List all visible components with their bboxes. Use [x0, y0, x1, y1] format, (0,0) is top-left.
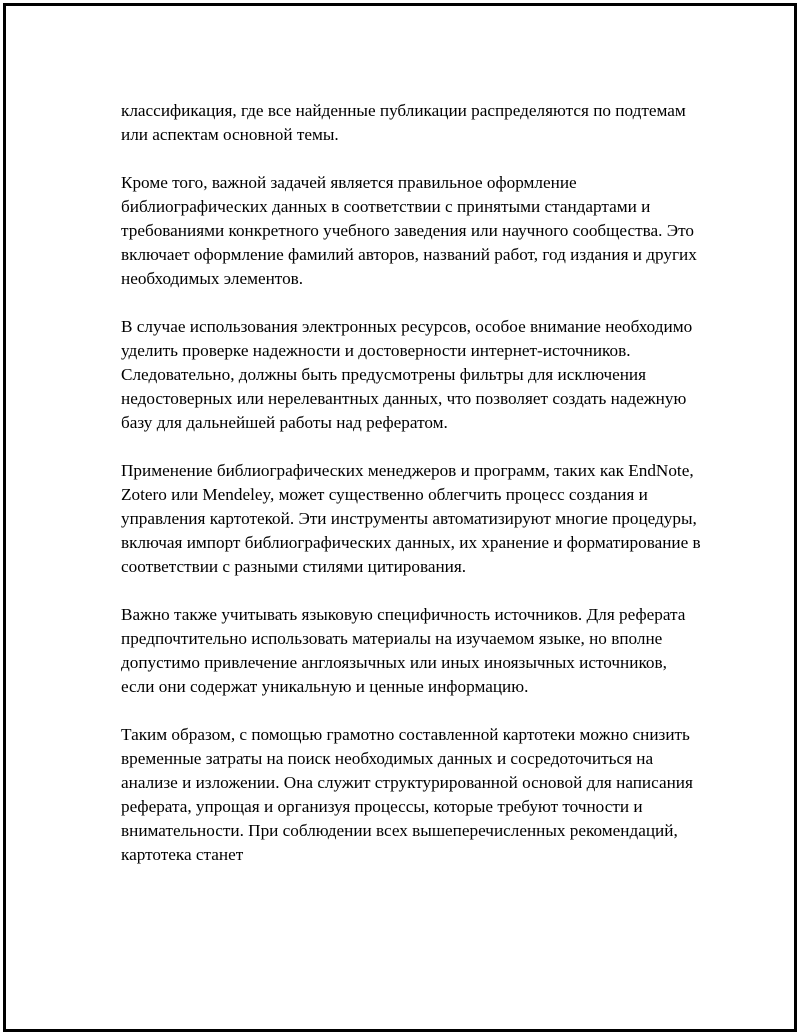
paragraph-4: Применение библиографических менеджеров и программ, таких как EndNote, Zotero или Mendeley, может существенно облегчить процесс создания и управления картотекой. Эти инструменты автоматизируют многие процедуры, включая импорт библиографических данных, их хранение и форматирование в соответствии с разными стилями цитирования.	[121, 461, 701, 576]
paragraph-3: В случае использования электронных ресурсов, особое внимание необходимо уделить проверке надежности и достоверности интернет-источников. Следовательно, должны быть предусмотрены фильтры для исключения недостоверных или нерелевантных данных, что позволяет создать надежную базу для дальнейшей работы над рефератом.	[121, 317, 693, 432]
paragraph-5: Важно также учитывать языковую специфичность источников. Для реферата предпочтительно использовать материалы на изучаемом языке, но вполне допустимо привлечение англоязычных или иных иноязычных источников, если они содержат уникальную и ценные информацию.	[121, 605, 686, 696]
document-body	[121, 99, 701, 891]
paragraph-1: классификация, где все найденные публикации распределяются по подтемам или аспектам основной темы.	[121, 101, 686, 144]
paragraph-6: Таким образом, с помощью грамотно составленной картотеки можно снизить временные затраты на поиск необходимых данных и сосредоточиться на анализе и изложении. Она служит структурированной основой для написания реферата, упрощая и организуя процессы, которые требуют точности и внимательности. При соблюдении всех вышеперечисленных рекомендаций, картотека станет	[121, 725, 693, 864]
paragraph-2: Кроме того, важной задачей является правильное оформление библиографических данных в соответствии с принятыми стандартами и требованиями конкретного учебного заведения или научного сообщества. Это включает оформление фамилий авторов, названий работ, год издания и других необходимых элементов.	[121, 173, 697, 288]
document-page	[3, 3, 797, 1032]
